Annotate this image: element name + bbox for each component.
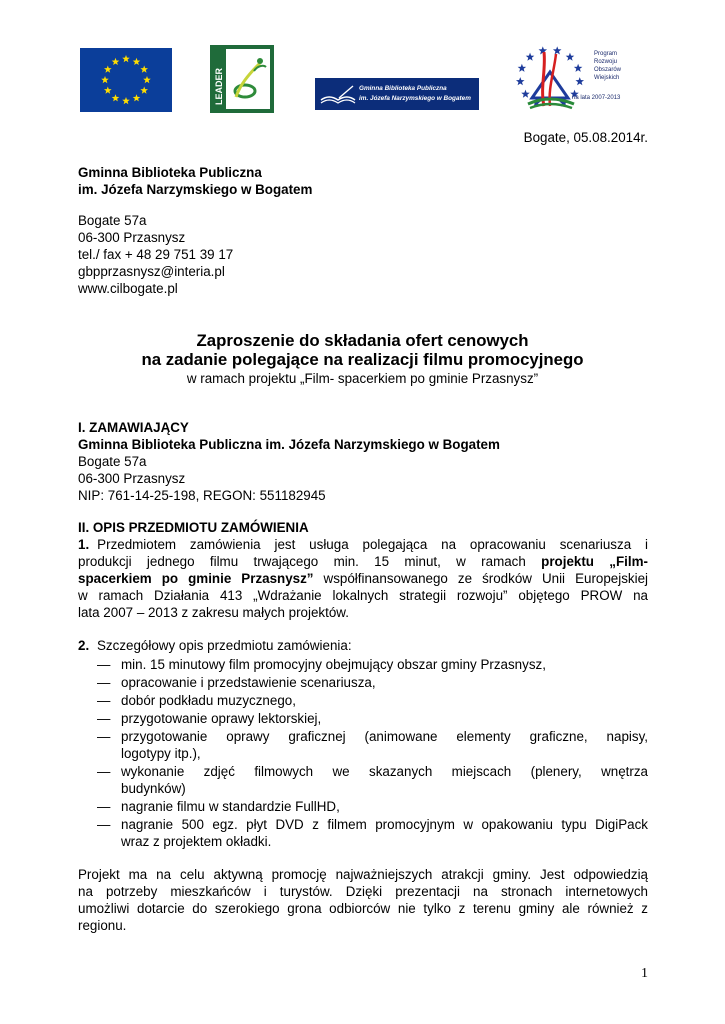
closing-line4: regionu. xyxy=(78,918,127,933)
eu-star-icon xyxy=(133,58,141,65)
list-item-continuation: logotypy itp.), xyxy=(121,746,201,761)
p1-line3-text: współfinansowanego ze środków Unii Europejskiej xyxy=(313,571,649,586)
eu-star-icon xyxy=(140,66,148,73)
document-title-line2: na zadanie polegające na realizacji filmu promocyjnego xyxy=(141,350,584,369)
eu-star-icon xyxy=(133,94,141,101)
document-date: Bogate, 05.08.2014r. xyxy=(523,130,648,145)
prow-star-icon xyxy=(575,77,584,85)
p2-number: 2. xyxy=(78,638,90,653)
eu-stars-icon xyxy=(80,48,172,112)
list-item: opracowanie i przedstawienie scenariusza, xyxy=(121,675,376,690)
library-logo-line2: im. Józefa Narzymskiego w Bogatem xyxy=(359,95,471,102)
eu-star-icon xyxy=(112,58,120,65)
prow-star-icon xyxy=(521,90,530,98)
eu-star-icon xyxy=(122,97,130,104)
page-number: 1 xyxy=(641,966,648,981)
library-logo xyxy=(315,78,479,110)
list-item: min. 15 minutowy film promocyjny obejmujący obszar gminy Przasnysz, xyxy=(121,657,546,672)
section1-ids: NIP: 761-14-25-198, REGON: 551182945 xyxy=(78,488,326,503)
prow-text-4: Wiejskich xyxy=(594,75,620,81)
list-item: przygotowanie oprawy lektorskiej, xyxy=(121,711,322,726)
eu-star-icon xyxy=(104,66,112,73)
list-item: nagranie filmu w standardzie FullHD, xyxy=(121,799,340,814)
list-item-continuation: wraz z projektem okładki. xyxy=(121,834,272,849)
section1-address-line2: 06-300 Przasnysz xyxy=(78,471,186,486)
prow-star-icon xyxy=(526,53,535,61)
list-item: dobór podkładu muzycznego, xyxy=(121,693,296,708)
sender-name-line2: im. Józefa Narzymskiego w Bogatem xyxy=(78,182,313,197)
section1-heading: I. ZAMAWIAJĄCY xyxy=(78,420,189,435)
sender-address-line2: 06-300 Przasnysz xyxy=(78,230,186,245)
eu-star-icon xyxy=(140,87,148,94)
closing-line2: na potrzeby mieszkańców i turystów. Dzięki prezentacji na stronach internetowych xyxy=(78,884,648,899)
list-dash: — xyxy=(97,657,111,672)
eu-star-icon xyxy=(122,55,130,62)
sender-phone: tel./ fax + 48 29 751 39 17 xyxy=(78,247,234,262)
list-dash: — xyxy=(97,729,111,744)
list-dash: — xyxy=(97,693,111,708)
sender-address-line1: Bogate 57a xyxy=(78,213,147,228)
p2-intro: Szczegółowy opis przedmiotu zamówienia: xyxy=(97,638,352,653)
prow-star-icon xyxy=(566,53,575,61)
prow-text-1: Program xyxy=(594,51,618,57)
sender-name-line1: Gminna Biblioteka Publiczna xyxy=(78,165,262,180)
list-item-continuation: budynków) xyxy=(121,781,186,796)
section2-p1-line2 xyxy=(78,553,648,570)
section1-address-line1: Bogate 57a xyxy=(78,454,147,469)
p1-line3-bold: spacerkiem po gminie Przasnysz” xyxy=(78,571,314,586)
list-dash: — xyxy=(97,675,111,690)
closing-line3: umożliwi dotarcie do szerokiego grona odbiorców nie tylko z terenu gminy ale również z xyxy=(78,901,648,916)
section1-name: Gminna Biblioteka Publiczna im. Józefa Narzymskiego w Bogatem xyxy=(78,437,500,452)
p1-line2-bold: projektu „Film- xyxy=(541,554,648,569)
prow-star-icon xyxy=(518,64,527,72)
p1-number: 1. xyxy=(78,537,90,552)
prow-text-2: Rozwoju xyxy=(594,59,618,65)
leader-text: LEADER xyxy=(214,67,224,105)
section2-heading: II. OPIS PRZEDMIOTU ZAMÓWIENIA xyxy=(78,520,309,535)
p1-line1-text: Przedmiotem zamówienia jest usługa polegająca na opracowaniu scenariusza i xyxy=(97,537,648,552)
prow-star-icon xyxy=(553,46,562,54)
sender-email: gbpprzasnysz@interia.pl xyxy=(78,264,225,279)
list-item: przygotowanie oprawy graficznej (animowane elementy graficzne, napisy, xyxy=(121,729,648,744)
sender-website: www.cilbogate.pl xyxy=(78,281,178,296)
library-logo-line1: Gminna Biblioteka Publiczna xyxy=(359,85,447,92)
eu-star-icon xyxy=(104,87,112,94)
section2-p1-line5: lata 2007 – 2013 z zakresu małych projektów. xyxy=(78,605,349,620)
eu-star-icon xyxy=(143,76,151,83)
section2-p1-line4: w ramach Działania 413 „Wdrażanie lokalnych strategii rozwoju” objętego PROW na xyxy=(78,588,648,603)
section2-p1-line3 xyxy=(78,570,648,587)
eu-flag-logo xyxy=(80,48,172,112)
closing-line1: Projekt ma na celu aktywną promocję najważniejszych atrakcji gminy. Jest odpowiedzią xyxy=(78,867,648,882)
prow-star-icon xyxy=(574,64,583,72)
document-subtitle: w ramach projektu „Film- spacerkiem po gminie Przasnysz” xyxy=(186,371,539,386)
list-dash: — xyxy=(97,711,111,726)
p1-line2-text: produkcji jednego filmu trwającego min. 15 minut, w ramach xyxy=(78,554,542,569)
prow-star-icon xyxy=(516,77,525,85)
list-item: wykonanie zdjęć filmowych we skazanych miejscach (plenery, wnętrza xyxy=(121,764,648,779)
eu-star-icon xyxy=(101,76,109,83)
prow-text-3: Obszarów xyxy=(594,67,622,73)
prow-logo xyxy=(510,42,635,112)
list-dash: — xyxy=(97,817,111,832)
list-dash: — xyxy=(97,764,111,779)
list-dash: — xyxy=(97,799,111,814)
prow-text-5: na lata 2007-2013 xyxy=(572,95,621,101)
list-item: nagranie 500 egz. płyt DVD z filmem promocyjnym w opakowaniu typu DigiPack xyxy=(121,817,648,832)
book-quill-icon xyxy=(319,84,357,106)
section2-p1-line1 xyxy=(78,536,648,553)
leader-logo xyxy=(210,45,274,113)
document-title-line1: Zaproszenie do składania ofert cenowych xyxy=(196,331,529,350)
eu-star-icon xyxy=(112,94,120,101)
